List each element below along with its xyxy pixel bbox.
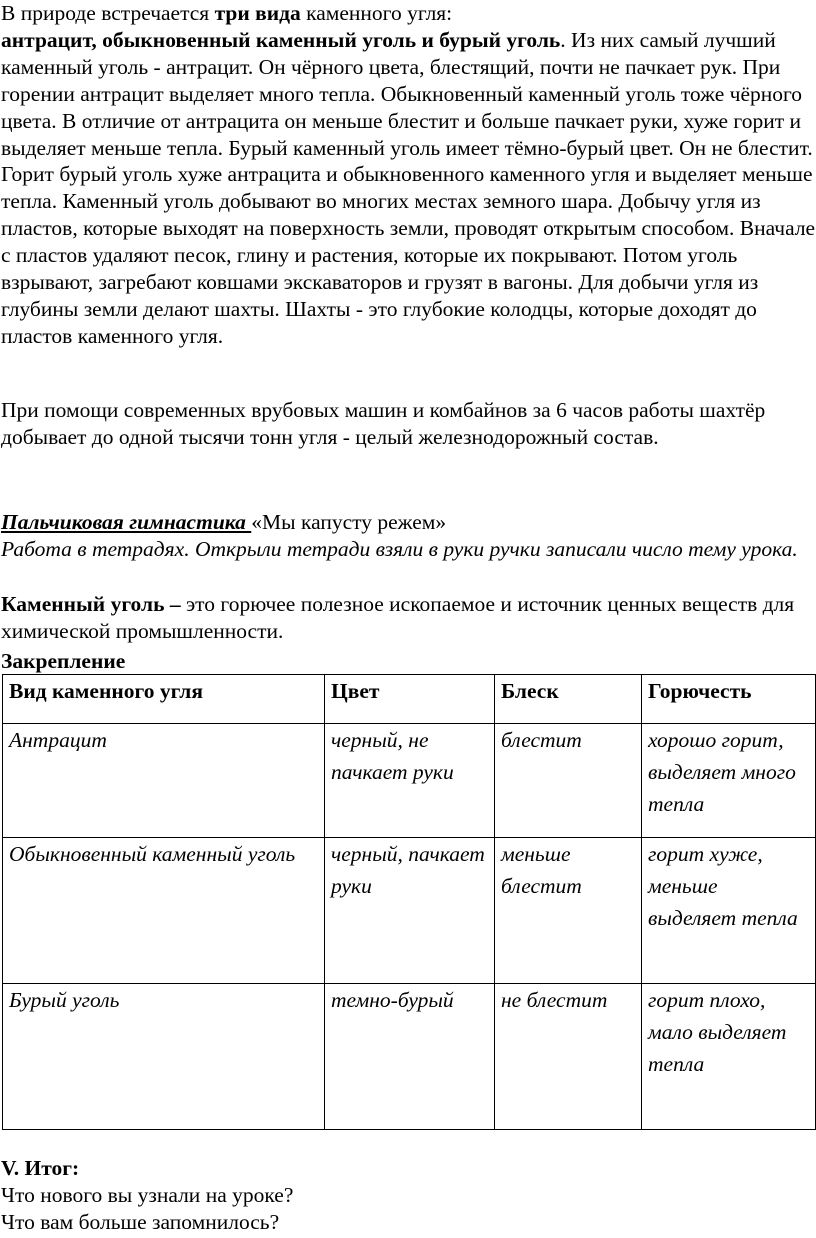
header-cell-luster: Блеск <box>495 675 642 724</box>
table-cell: черный, не пачкает руки <box>325 724 495 838</box>
three-types-emphasis: три вида <box>214 1 301 25</box>
gymnastics-line <box>0 509 816 536</box>
table-cell: не блестит <box>495 984 642 1130</box>
table-header-row <box>3 675 816 724</box>
intro-text-3: каменного угля: <box>300 1 453 25</box>
table-cell: Бурый уголь <box>3 984 325 1130</box>
table-row <box>3 724 816 838</box>
table-cell: блестит <box>495 724 642 838</box>
header-cell-color: Цвет <box>325 675 495 724</box>
consolidation-title: Закрепление <box>1 649 126 673</box>
summary-question-2: Что вам больше запомнилось? <box>1 1210 280 1234</box>
intro-text-1: В природе встречается <box>1 1 215 25</box>
header-cell-type: Вид каменного угля <box>3 675 325 724</box>
table-cell: горит хуже, меньше выделяет тепла <box>642 838 816 984</box>
gymnastics-text: «Мы капусту режем» <box>251 510 447 534</box>
coal-types-table <box>2 674 816 1130</box>
table-cell: Антрацит <box>3 724 325 838</box>
table-row <box>3 838 816 984</box>
table-cell: Обыкновенный каменный уголь <box>3 838 325 984</box>
summary-heading <box>0 1155 816 1182</box>
intro-paragraph <box>0 0 816 350</box>
table-cell: хорошо горит, выделяет много тепла <box>642 724 816 838</box>
summary-question-1: Что нового вы узнали на уроке? <box>1 1183 294 1207</box>
notebook-work-text: Работа в тетрадях. Открыли тетради взяли в руки ручки записали число тему урока. <box>1 537 798 561</box>
table-cell: горит плохо, мало выделяет тепла <box>642 984 816 1130</box>
table-row <box>3 984 816 1130</box>
summary-title: V. Итог: <box>1 1156 80 1180</box>
coal-types-emphasis: антрацит, обыкновенный каменный уголь и бурый уголь <box>1 27 561 52</box>
consolidation-heading <box>0 648 816 675</box>
definition-term: Каменный уголь – <box>1 592 181 616</box>
mining-paragraph: При помощи современных врубовых машин и комбайнов за 6 часов работы шахтёр добывает до одной тысячи тонн угля - целый железнодорожный состав. <box>1 398 766 449</box>
intro-text-5: . Из них самый лучший каменный уголь - антрацит. Он чёрного цвета, блестящий, почти не пачкает рук. При горении антрацит выделяет много тепла. Обыкновенный каменный уголь тоже чёрного цвета. В отличие от антрацита он меньше блестит и больше пачкает руки, хуже горит и выделяет меньше тепла. Бурый каменный уголь имеет тёмно-бурый цвет. Он не блестит. Горит бурый уголь хуже антрацита и обыкновенного каменного угля и выделяет меньше тепла. Каменный уголь добывают во многих местах земного шара. Добычу угля из пластов, которые выходят на поверхность земли, проводят открытым способом. Вначале с пластов удаляют песок, глину и растения, которые их покрывают. Потом уголь взрывают, загребают ковшами экскаваторов и грузят в вагоны. Для добычи угля из глубины земли делают шахты. Шахты - это глубокие колодцы, которые доходят до пластов каменного угля. <box>1 27 816 348</box>
table-cell: черный, пачкает руки <box>325 838 495 984</box>
table-cell: меньше блестит <box>495 838 642 984</box>
gymnastics-title: Пальчиковая гимнастика <box>1 510 252 534</box>
notebook-work-line <box>0 536 816 563</box>
table-cell: темно-бурый <box>325 984 495 1130</box>
definition-text: это горючее полезное ископаемое и источник ценных веществ для химической промышленности. <box>1 592 795 643</box>
definition-paragraph <box>0 591 816 645</box>
header-cell-flammability: Горючесть <box>642 675 816 724</box>
